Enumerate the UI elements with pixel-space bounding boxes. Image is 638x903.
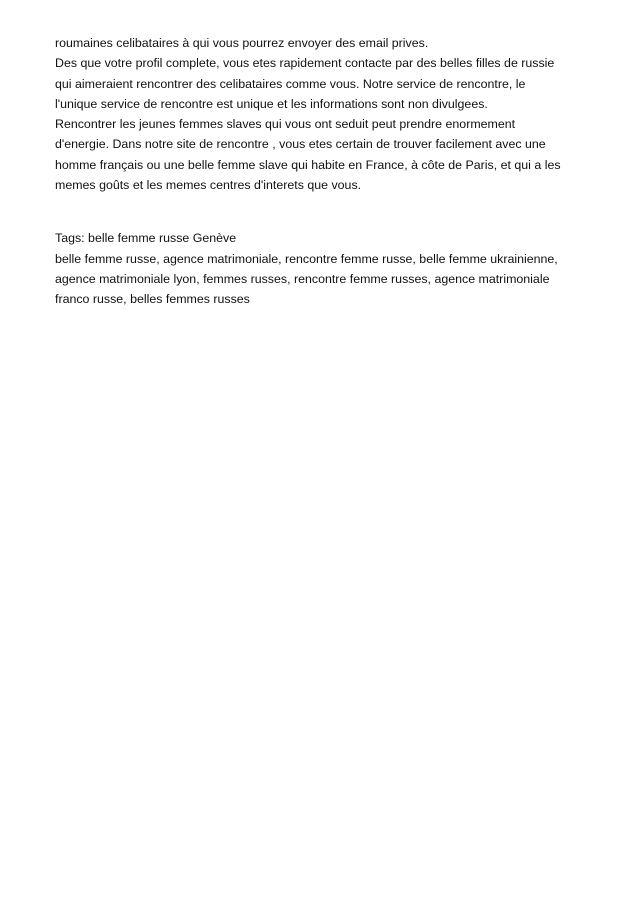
paragraph-line: l'unique service de rencontre est unique et les informations sont non divulgees. [55,96,488,111]
document-body [55,33,595,310]
paragraph-line: roumaines celibataires à qui vous pourrez envoyer des email prives. [55,36,429,50]
paragraph-line: homme français ou une belle femme slave qui habite en France, à côte de Paris, et qui a les [55,157,561,172]
paragraph-line: qui aimeraient rencontrer des celibataires comme vous. Notre service de rencontre, le [55,76,526,91]
tags-line: belle femme russe, agence matrimoniale, rencontre femme russe, belle femme ukrainienne, [55,251,558,266]
paragraph-line: Rencontrer les jeunes femmes slaves qui vous ont seduit peut prendre enormement [55,117,516,132]
paragraph-line: memes goûts et les memes centres d'interets que vous. [55,178,362,193]
tags-heading: Tags: belle femme russe Genève [55,231,237,246]
tags-section [55,228,595,309]
section-spacer [55,195,595,228]
tags-line: franco russe, belles femmes russes [55,292,250,307]
paragraph-line: d'energie. Dans notre site de rencontre , vous etes certain de trouver facilement avec une [55,137,546,152]
tags-line: agence matrimoniale lyon, femmes russes, rencontre femme russes, agence matrimoniale [55,271,550,286]
paragraph-line: Des que votre profil complete, vous etes rapidement contacte par des belles filles de russie [55,56,555,71]
body-paragraph [55,33,595,195]
